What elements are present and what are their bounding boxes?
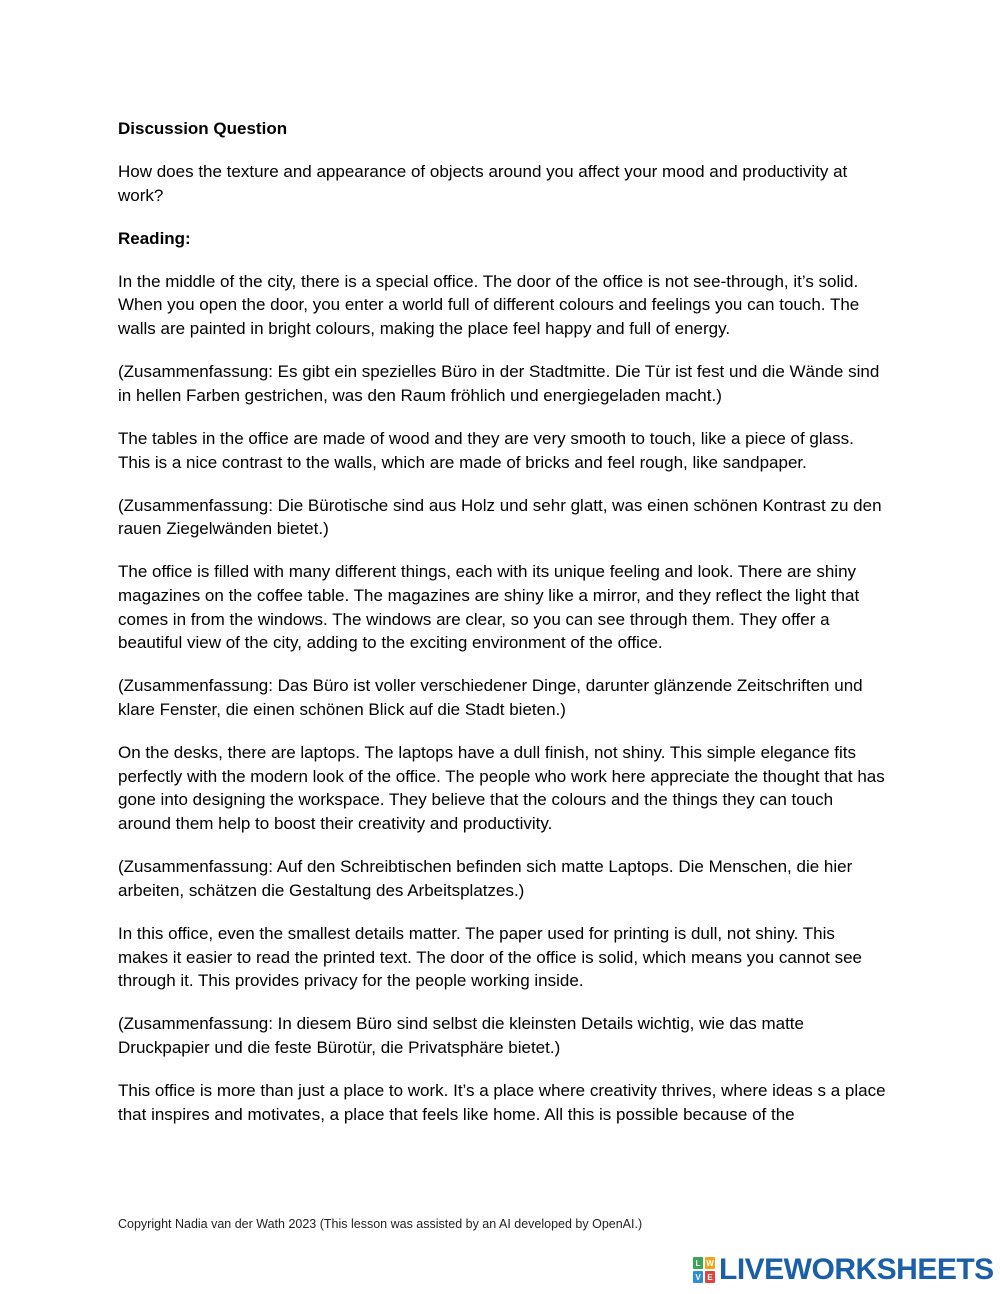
liveworksheets-wordmark: LIVEWORKSHEETS xyxy=(719,1253,994,1286)
logo-tile-l: L xyxy=(693,1257,703,1269)
worksheet-page xyxy=(118,117,888,1146)
reading-paragraph: On the desks, there are laptops. The laptops have a dull finish, not shiny. This simple elegance fits perfectly with the modern look of the office. The people who work here appreciate the thought that has gone into designing the workspace. They believe that the colours and the things they can touch around them help to boost their creativity and productivity. xyxy=(118,743,885,834)
discussion-question: How does the texture and appearance of objects around you affect your mood and productivity at work? xyxy=(118,162,848,205)
discussion-heading: Discussion Question xyxy=(118,119,288,138)
logo-tile-w: W xyxy=(706,1258,714,1268)
summary-paragraph: (Zusammenfassung: Auf den Schreibtischen befinden sich matte Laptops. Die Menschen, die hier arbeiten, schätzen die Gestaltung des Arbeitsplatzes.) xyxy=(118,857,853,900)
reading-paragraph: This office is more than just a place to work. It’s a place where creativity thrives, where ideas s a place that inspires and motivates, a place that feels like home. All this is possible because of the xyxy=(118,1080,886,1124)
logo-tile-e: E xyxy=(705,1271,715,1283)
liveworksheets-logo[interactable] xyxy=(693,1252,994,1288)
logo-tile-v: V xyxy=(693,1271,703,1283)
reading-paragraph: In this office, even the smallest details matter. The paper used for printing is dull, not shiny. This makes it easier to read the printed text. The door of the office is solid, which means you cannot see through it. This provides privacy for the people working inside. xyxy=(118,923,863,991)
reading-paragraph: In the middle of the city, there is a special office. The door of the office is not see-through, it’s solid. When you open the door, you enter a world full of different colours and feelings you can touch. The walls are painted in bright colours, making the place feel happy and full of energy. xyxy=(118,271,860,339)
summary-paragraph: (Zusammenfassung: Das Büro ist voller verschiedener Dinge, darunter glänzende Zeitschriften und klare Fenster, die einen schönen Blick auf die Stadt bieten.) xyxy=(118,676,863,720)
reading-paragraph: The tables in the office are made of wood and they are very smooth to touch, like a piece of glass. This is a nice contrast to the walls, which are made of bricks and feel rough, like sandpaper. xyxy=(118,428,854,472)
reading-paragraph: The office is filled with many different things, each with its unique feeling and look. There are shiny magazines on the coffee table. The magazines are shiny like a mirror, and they reflect the light that comes in from the windows. The windows are clear, so you can see through them. They offer a beautiful view of the city, adding to the exciting environment of the office. xyxy=(118,562,860,653)
summary-paragraph: (Zusammenfassung: Die Bürotische sind aus Holz und sehr glatt, was einen schönen Kontrast zu den rauen Ziegelwänden bietet.) xyxy=(118,495,882,539)
summary-paragraph: (Zusammenfassung: In diesem Büro sind selbst die kleinsten Details wichtig, wie das matte Druckpapier und die feste Bürotür, die Privatsphäre bietet.) xyxy=(118,1014,804,1057)
copyright-footer: Copyright Nadia van der Wath 2023 (This lesson was assisted by an AI developed by OpenAI.) xyxy=(118,1217,643,1231)
reading-heading: Reading: xyxy=(118,228,191,248)
liveworksheets-logo-icon xyxy=(693,1257,715,1283)
summary-paragraph: (Zusammenfassung: Es gibt ein spezielles Büro in der Stadtmitte. Die Tür ist fest und die Wände sind in hellen Farben gestrichen, was den Raum fröhlich und energiegeladen macht.) xyxy=(118,362,880,405)
